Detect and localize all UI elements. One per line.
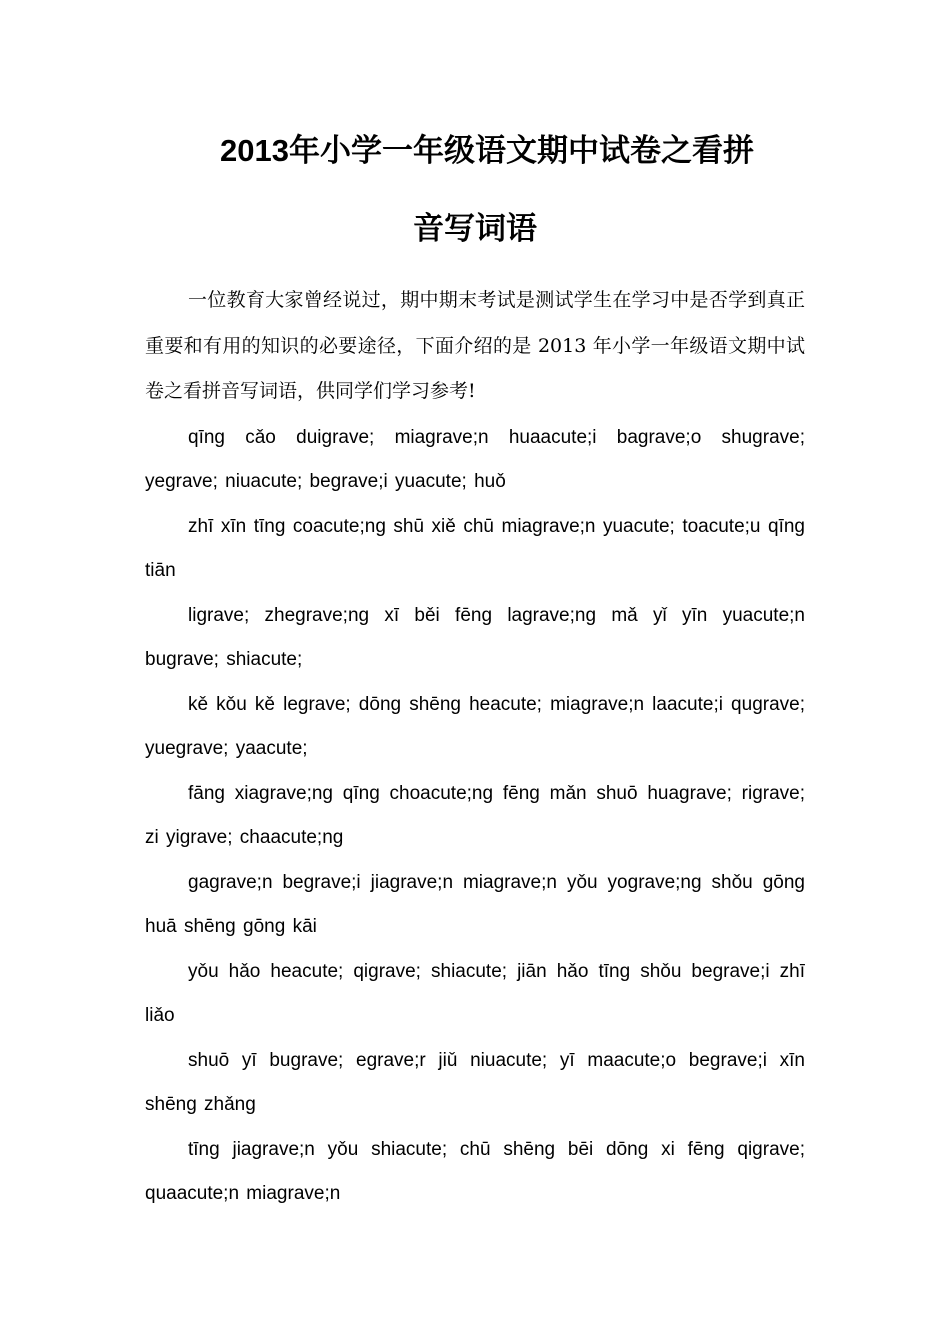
pinyin-list — [145, 416, 805, 1217]
document-title — [145, 112, 805, 268]
document-page — [145, 112, 805, 1217]
pinyin-line: kě kǒu kě legrave; dōng shēng heacute; miagrave;n laacute;i qugrave; yuegrave; yaacute; — [145, 693, 805, 760]
title-line-2: 音写词语 — [413, 211, 537, 246]
pinyin-line: shuō yī bugrave; egrave;r jiǔ niuacute; yī maacute;o begrave;i xīn shēng zhǎng — [145, 1049, 805, 1116]
pinyin-line: zhī xīn tīng coacute;ng shū xiě chū miagrave;n yuacute; toacute;u qīng tiān — [145, 515, 805, 582]
title-line-1: 2013年小学一年级语文期中试卷之看拼 — [220, 133, 754, 168]
pinyin-line: tīng jiagrave;n yǒu shiacute; chū shēng bēi dōng xi fēng qigrave; quaacute;n miagrave;n — [145, 1138, 805, 1205]
pinyin-line: ligrave; zhegrave;ng xī běi fēng lagrave;ng mǎ yǐ yīn yuacute;n bugrave; shiacute; — [145, 604, 805, 671]
pinyin-line: fāng xiagrave;ng qīng choacute;ng fēng mǎn shuō huagrave; rigrave; zi yigrave; chaacute;ng — [145, 782, 805, 849]
pinyin-line: gagrave;n begrave;i jiagrave;n miagrave;n yǒu yograve;ng shǒu gōng huā shēng gōng kāi — [145, 871, 805, 938]
pinyin-line: yǒu hǎo heacute; qigrave; shiacute; jiān hǎo tīng shǒu begrave;i zhī liǎo — [145, 960, 805, 1027]
pinyin-line: qīng cǎo duigrave; miagrave;n huaacute;i bagrave;o shugrave; yegrave; niuacute; begrave;i yuacute; huǒ — [145, 426, 805, 493]
document-body — [145, 278, 805, 1217]
intro-paragraph: 一位教育大家曾经说过，期中期末考试是测试学生在学习中是否学到真正重要和有用的知识的必要途径，下面介绍的是 2013 年小学一年级语文期中试卷之看拼音写词语，供同学们学习参考! — [145, 289, 805, 403]
